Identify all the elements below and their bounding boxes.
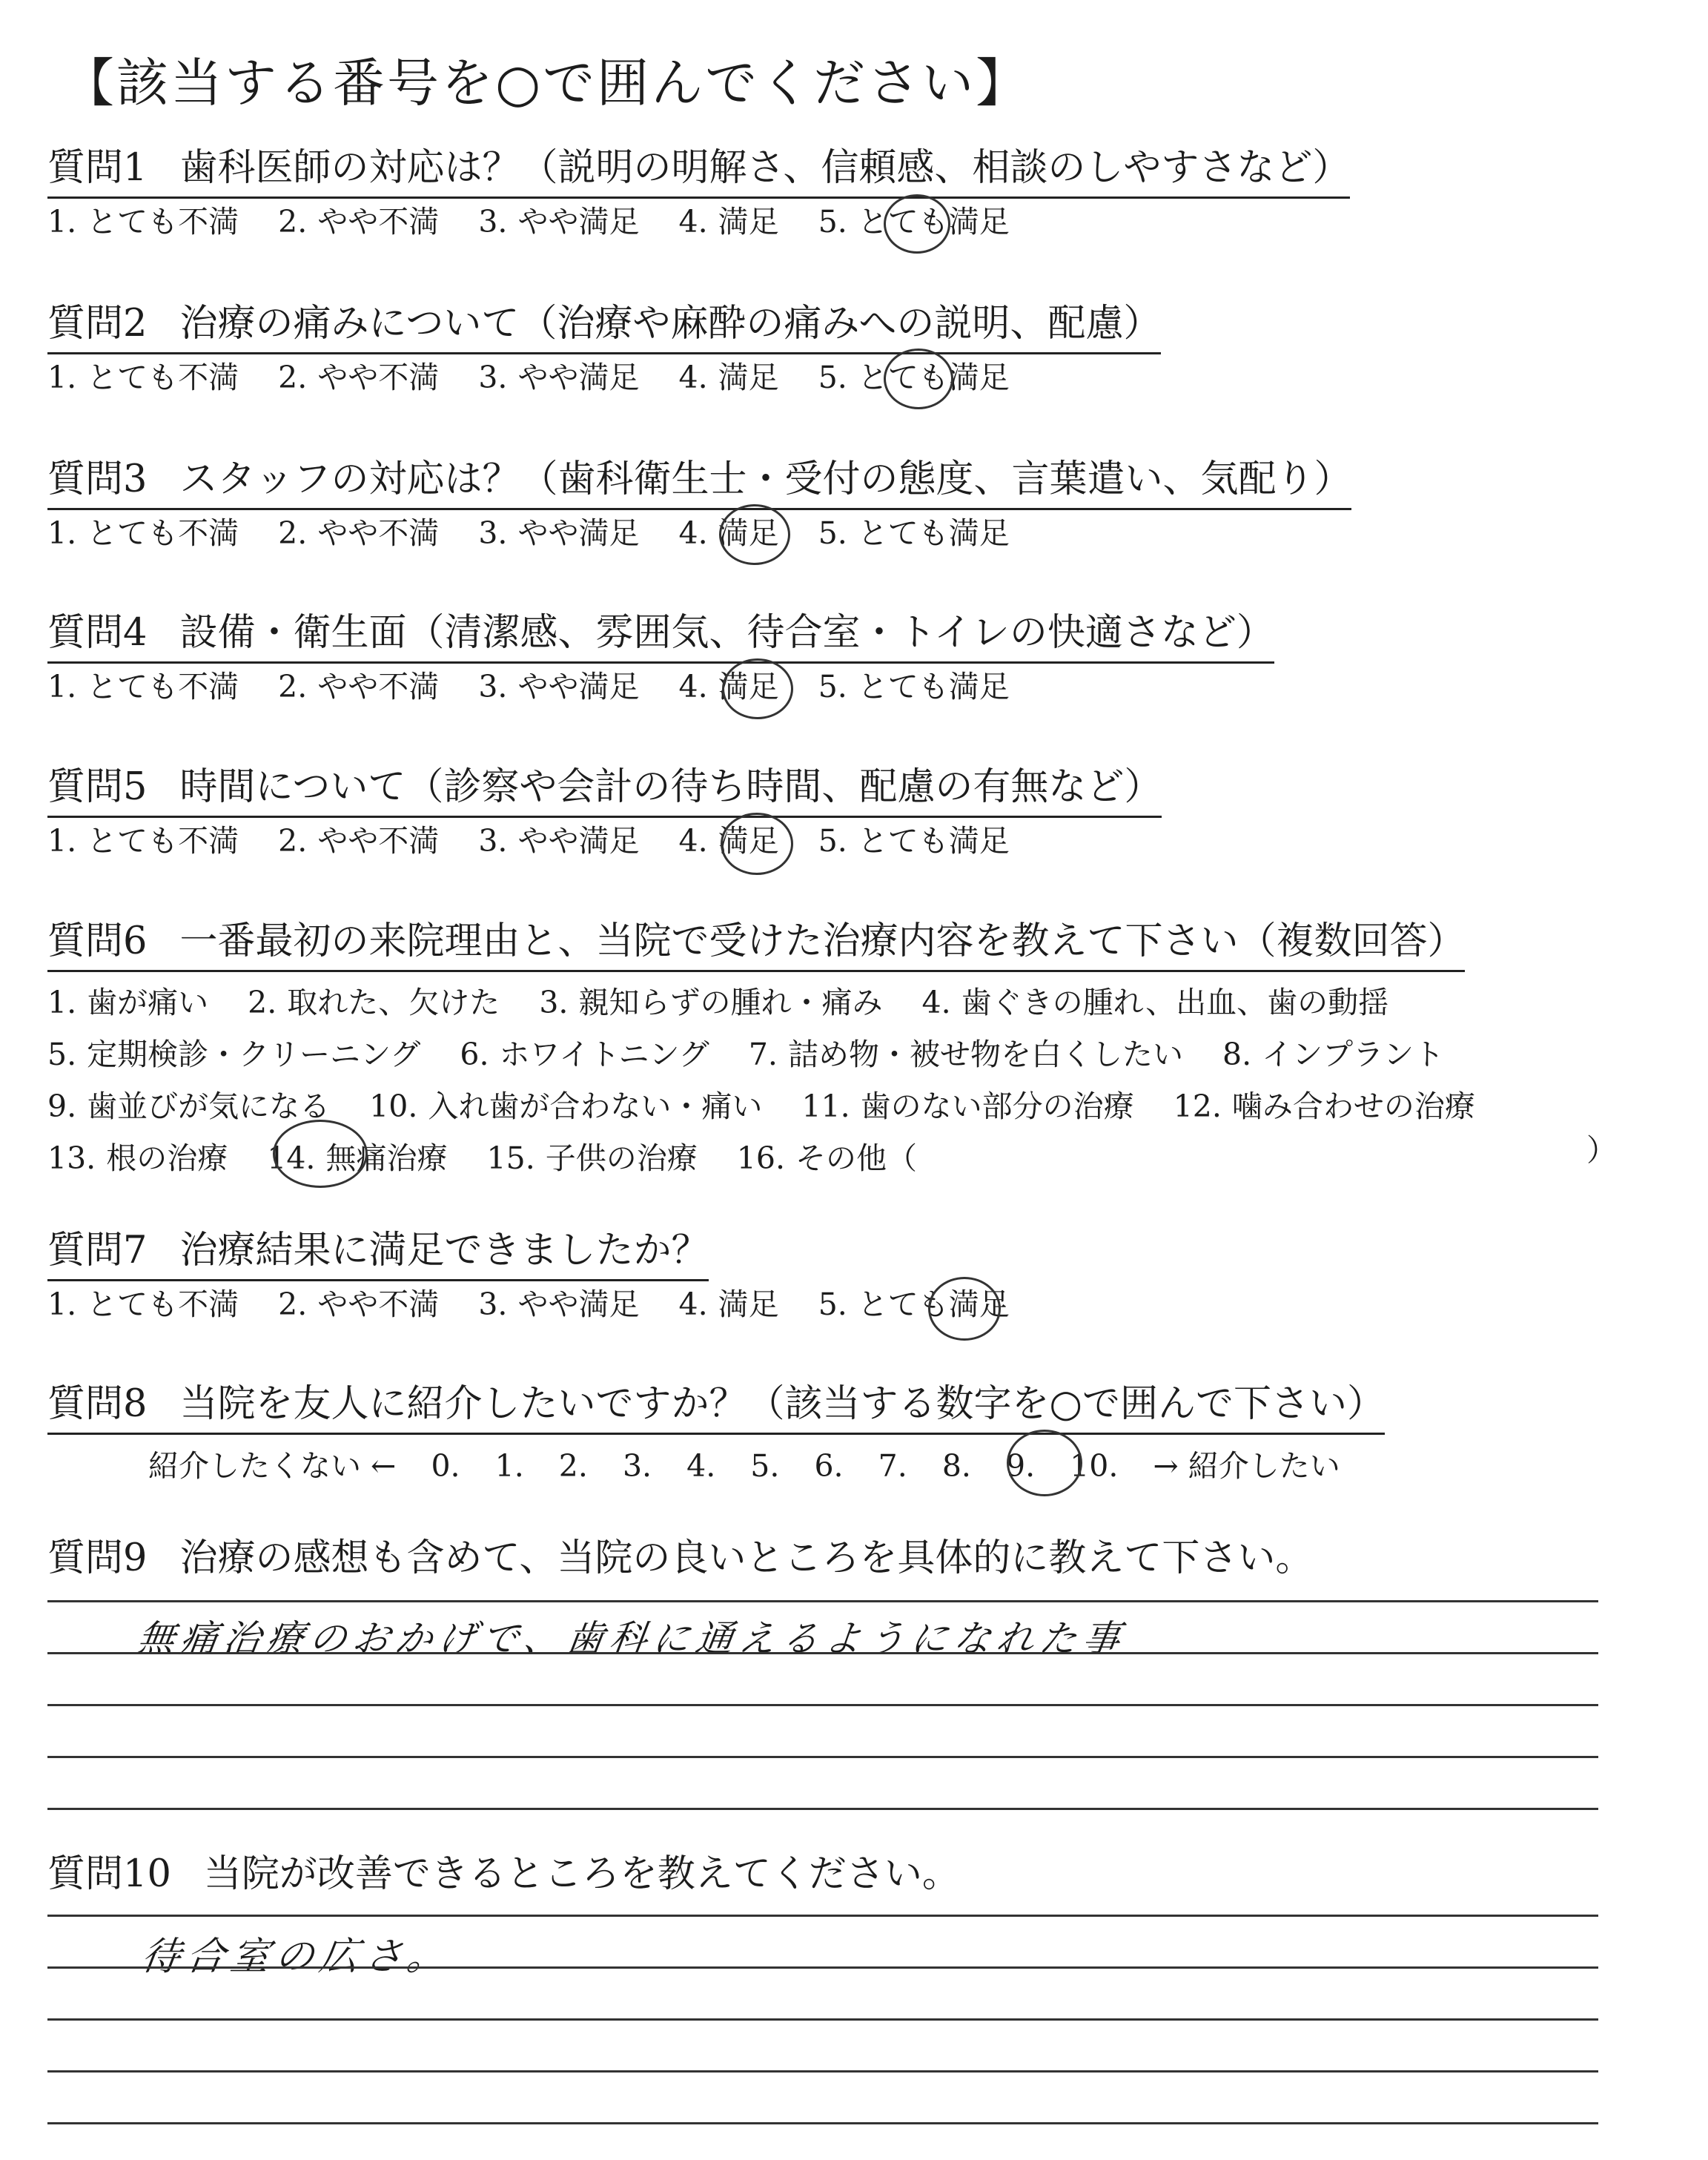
option-5[interactable]: 5. とても満足 bbox=[818, 669, 1010, 704]
answer-circle-mark bbox=[273, 1120, 368, 1188]
answer-options-line-4 bbox=[47, 1134, 1505, 1183]
option-5[interactable]: 5. とても満足 bbox=[818, 515, 1010, 551]
option-3[interactable]: 3. 親知らずの腫れ・痛み bbox=[539, 985, 883, 1020]
option-2[interactable]: 2. やや不満 bbox=[278, 360, 440, 395]
option-3[interactable]: 3. やや満足 bbox=[478, 1287, 640, 1322]
scale-0[interactable]: 0. bbox=[431, 1448, 460, 1484]
question-7-title bbox=[47, 1227, 709, 1281]
question-10-title bbox=[47, 1851, 960, 1898]
question-1 bbox=[47, 145, 1350, 242]
answer-line bbox=[47, 2070, 1598, 2073]
answer-line bbox=[47, 1704, 1598, 1706]
option-2[interactable]: 2. やや不満 bbox=[278, 669, 440, 704]
scale-4[interactable]: 4. bbox=[686, 1448, 716, 1484]
answer-line bbox=[47, 1966, 1598, 1969]
option-7[interactable]: 7. 詰め物・被せ物を白くしたい bbox=[748, 1037, 1183, 1072]
question-number: 質問9 bbox=[47, 1536, 148, 1580]
option-1[interactable]: 1. とても不満 bbox=[47, 360, 239, 395]
option-4[interactable]: 4. 満足 bbox=[678, 823, 779, 859]
question-7 bbox=[47, 1227, 1039, 1324]
option-8[interactable]: 8. インプラント bbox=[1222, 1037, 1445, 1072]
option-3[interactable]: 3. やや満足 bbox=[478, 204, 640, 240]
question-8-title bbox=[47, 1381, 1385, 1435]
option-12[interactable]: 12. 噛み合わせの治療 bbox=[1173, 1089, 1475, 1124]
option-1[interactable]: 1. とても不満 bbox=[47, 823, 239, 859]
question-number: 質問4 bbox=[47, 611, 148, 655]
option-13[interactable]: 13. 根の治療 bbox=[47, 1140, 228, 1176]
answer-options-line-3 bbox=[47, 1082, 1505, 1131]
option-11[interactable]: 11. 歯のない部分の治療 bbox=[801, 1089, 1134, 1124]
option-3[interactable]: 3. やや満足 bbox=[478, 823, 640, 859]
option-4[interactable]: 4. 満足 bbox=[678, 515, 779, 551]
question-5-title bbox=[47, 764, 1162, 818]
question-10 bbox=[47, 1851, 960, 1898]
scale-5[interactable]: 5. bbox=[750, 1448, 780, 1484]
option-5[interactable]: 5. とても満足 bbox=[818, 823, 1010, 859]
question-6-title bbox=[47, 918, 1465, 972]
option-6[interactable]: 6. ホワイトニング bbox=[460, 1037, 709, 1072]
question-text: 一番最初の来院理由と、当院で受けた治療内容を教えて下さい（複数回答） bbox=[179, 919, 1466, 963]
option-16[interactable]: 16. その他（ bbox=[736, 1140, 918, 1176]
question-1-title bbox=[47, 145, 1350, 199]
page-title: 【該当する番号を○で囲んでください】 bbox=[62, 53, 1030, 113]
answer-circle-mark bbox=[721, 813, 793, 875]
answer-circle-mark bbox=[719, 504, 790, 565]
option-3[interactable]: 3. やや満足 bbox=[478, 515, 640, 551]
question-number: 質問3 bbox=[47, 458, 148, 501]
question-5 bbox=[47, 764, 1162, 861]
scale-6[interactable]: 6. bbox=[814, 1448, 844, 1484]
option-2[interactable]: 2. やや不満 bbox=[278, 515, 440, 551]
answer-options bbox=[47, 513, 1351, 553]
question-text: 時間について（診察や会計の待ち時間、配慮の有無など） bbox=[179, 765, 1162, 809]
answer-circle-mark bbox=[884, 349, 953, 409]
answer-line bbox=[47, 2018, 1598, 2021]
option-5[interactable]: 5. 定期検診・クリーニング bbox=[47, 1037, 421, 1072]
option-10[interactable]: 10. 入れ歯が合わない・痛い bbox=[369, 1089, 763, 1124]
option-1[interactable]: 1. とても不満 bbox=[47, 1287, 239, 1322]
option-9[interactable]: 9. 歯並びが気になる bbox=[47, 1089, 331, 1124]
question-number: 質問2 bbox=[47, 302, 148, 346]
option-4[interactable]: 4. 満足 bbox=[678, 669, 779, 704]
scale-left-label: 紹介したくない ← bbox=[148, 1448, 397, 1484]
option-1[interactable]: 1. とても不満 bbox=[47, 515, 239, 551]
scale-right-label: → 紹介したい bbox=[1153, 1448, 1340, 1484]
question-number: 質問7 bbox=[47, 1229, 148, 1272]
option-1[interactable]: 1. 歯が痛い bbox=[47, 985, 209, 1020]
question-number: 質問6 bbox=[47, 919, 148, 963]
scale-10[interactable]: 10. bbox=[1070, 1448, 1119, 1484]
option-5[interactable]: 5. とても満足 bbox=[818, 360, 1010, 395]
option-4[interactable]: 4. 満足 bbox=[678, 1287, 779, 1322]
option-4[interactable]: 4. 歯ぐきの腫れ、出血、歯の動揺 bbox=[921, 985, 1389, 1020]
answer-line bbox=[47, 1915, 1598, 1917]
answer-options bbox=[47, 202, 1350, 242]
answer-line bbox=[47, 1756, 1598, 1758]
option-4[interactable]: 4. 満足 bbox=[678, 204, 779, 240]
option-5[interactable]: 5. とても満足 bbox=[818, 1287, 1010, 1322]
scale-3[interactable]: 3. bbox=[622, 1448, 652, 1484]
option-5[interactable]: 5. とても満足 bbox=[818, 204, 1010, 240]
answer-options bbox=[47, 1284, 1039, 1324]
question-text: 当院を友人に紹介したいですか？（該当する数字を○で囲んで下さい） bbox=[179, 1382, 1385, 1426]
question-text: 歯科医師の対応は？（説明の明解さ、信頼感、相談のしやすさなど） bbox=[179, 146, 1351, 190]
other-close-paren: ） bbox=[1586, 1132, 1617, 1168]
scale-7[interactable]: 7. bbox=[878, 1448, 907, 1484]
question-9-title bbox=[47, 1535, 1313, 1582]
answer-circle-mark bbox=[884, 194, 950, 254]
answer-line bbox=[47, 2122, 1598, 2124]
question-3 bbox=[47, 456, 1351, 553]
question-number: 質問10 bbox=[47, 1852, 171, 1896]
answer-line bbox=[47, 1652, 1598, 1654]
question-number: 質問1 bbox=[47, 146, 148, 190]
option-14[interactable]: 14. 無痛治療 bbox=[267, 1140, 448, 1176]
answer-options bbox=[47, 667, 1274, 707]
answer-options bbox=[47, 357, 1161, 397]
answer-circle-mark bbox=[1007, 1430, 1082, 1496]
answer-line bbox=[47, 1600, 1598, 1602]
option-2[interactable]: 2. 取れた、欠けた bbox=[248, 985, 500, 1020]
scale-8[interactable]: 8. bbox=[941, 1448, 971, 1484]
question-number: 質問8 bbox=[47, 1382, 148, 1426]
scale-1[interactable]: 1. bbox=[494, 1448, 524, 1484]
scale-2[interactable]: 2. bbox=[558, 1448, 588, 1484]
option-1[interactable]: 1. とても不満 bbox=[47, 669, 239, 704]
question-text: 治療の感想も含めて、当院の良いところを具体的に教えて下さい。 bbox=[179, 1536, 1314, 1580]
question-4 bbox=[47, 610, 1274, 707]
question-text: 治療の痛みについて（治療や麻酔の痛みへの説明、配慮） bbox=[179, 302, 1162, 346]
handwritten-answer[interactable]: 無痛治療のおかげで、歯科に通えるようになれた事 bbox=[134, 1617, 1129, 1660]
scale-9[interactable]: 9. bbox=[1005, 1448, 1036, 1484]
answer-options-line-2 bbox=[47, 1030, 1505, 1079]
option-15[interactable]: 15. 子供の治療 bbox=[486, 1140, 698, 1176]
option-3[interactable]: 3. やや満足 bbox=[478, 360, 640, 395]
option-3[interactable]: 3. やや満足 bbox=[478, 669, 640, 704]
question-text: 当院が改善できるところを教えてください。 bbox=[203, 1852, 960, 1896]
answer-options-line-1 bbox=[47, 978, 1505, 1027]
question-4-title bbox=[47, 610, 1274, 664]
answer-circle-mark bbox=[722, 658, 793, 719]
question-2-title bbox=[47, 300, 1161, 354]
option-4[interactable]: 4. 満足 bbox=[678, 360, 779, 395]
question-9 bbox=[47, 1535, 1313, 1582]
question-text: スタッフの対応は？（歯科衛生士・受付の態度、言葉遣い、気配り） bbox=[179, 458, 1352, 501]
question-8 bbox=[47, 1381, 1385, 1435]
question-3-title bbox=[47, 456, 1351, 510]
recommend-scale bbox=[148, 1441, 1366, 1485]
handwritten-answer[interactable]: 待合室の広さ。 bbox=[139, 1935, 455, 1979]
question-text: 治療結果に満足できましたか？ bbox=[179, 1229, 709, 1272]
answer-circle-mark bbox=[928, 1277, 1001, 1341]
answer-line bbox=[47, 1808, 1598, 1810]
question-6 bbox=[47, 918, 1505, 1183]
option-2[interactable]: 2. やや不満 bbox=[278, 1287, 440, 1322]
question-number: 質問5 bbox=[47, 765, 148, 809]
option-1[interactable]: 1. とても不満 bbox=[47, 204, 239, 240]
question-text: 設備・衛生面（清潔感、雰囲気、待合室・トイレの快適さなど） bbox=[179, 611, 1274, 655]
answer-options bbox=[47, 821, 1162, 861]
option-2[interactable]: 2. やや不満 bbox=[278, 204, 440, 240]
option-2[interactable]: 2. やや不満 bbox=[278, 823, 440, 859]
question-2 bbox=[47, 300, 1161, 397]
